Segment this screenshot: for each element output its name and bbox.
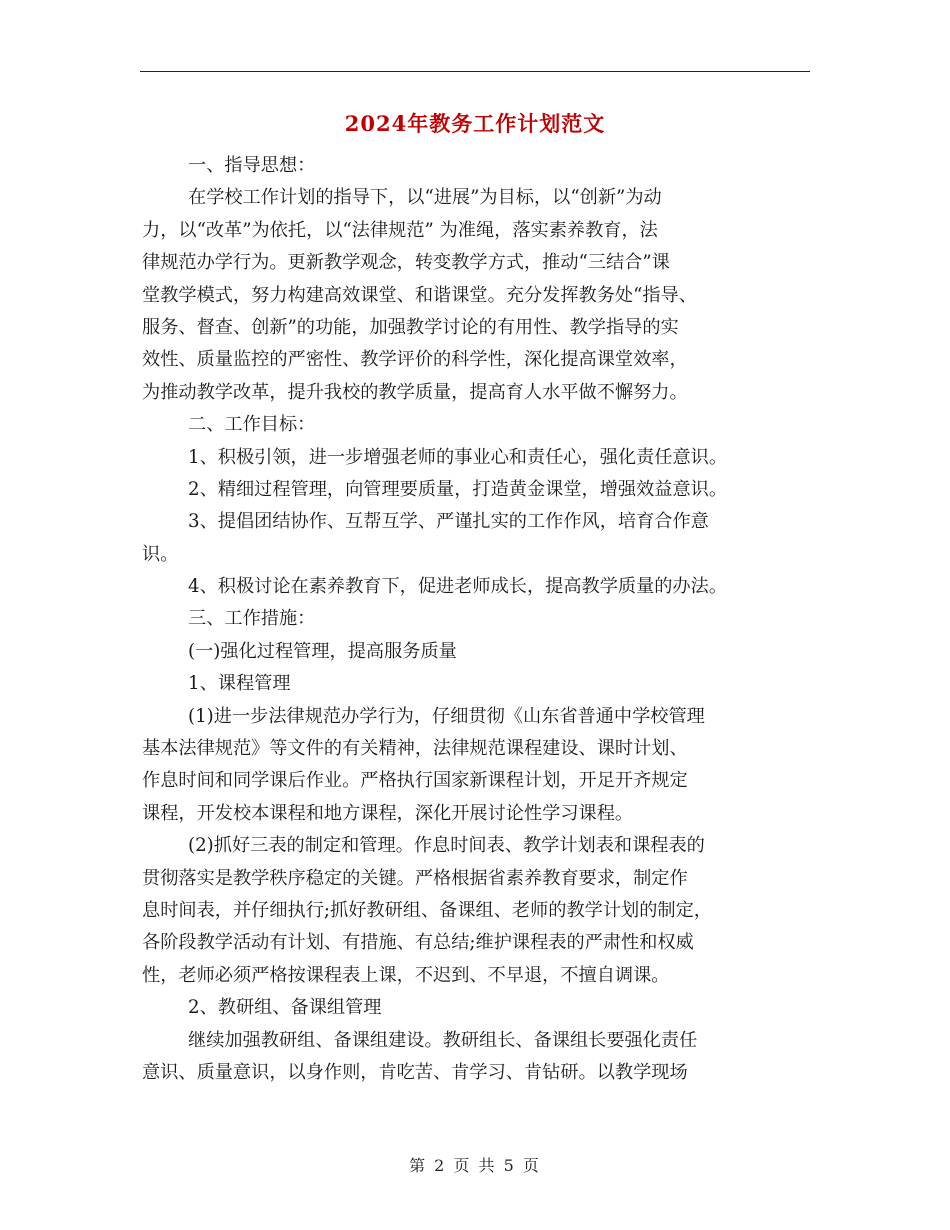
text-line: 1、积极引领，进一步增强老师的事业心和责任心，强化责任意识。 bbox=[188, 446, 728, 468]
text-line: 各阶段教学活动有计划、有措施、有总结;维护课程表的严肃性和权威 bbox=[142, 932, 694, 954]
text-line: (一)强化过程管理，提高服务质量 bbox=[188, 640, 457, 662]
text-line: 息时间表，并仔细执行;抓好教研组、备课组、老师的教学计划的制定， bbox=[142, 899, 712, 921]
document-title: 2024年教务工作计划范文 bbox=[344, 111, 606, 136]
text-line: 贯彻落实是教学秩序稳定的关键。严格根据省素养教育要求，制定作 bbox=[142, 867, 688, 889]
document-body bbox=[142, 150, 832, 1089]
text-line: 堂教学模式，努力构建高效课堂、和谐课堂。充分发挥教务处“指导、 bbox=[142, 284, 697, 306]
text-line: (2)抓好三表的制定和管理。作息时间表、教学计划表和课程表的 bbox=[188, 835, 705, 857]
text-line: 力，以“改革”为依托，以“法律规范” 为准绳，落实素养教育，法 bbox=[142, 219, 658, 241]
text-line: 三、工作措施： bbox=[188, 608, 316, 630]
text-line: 2、教研组、备课组管理 bbox=[188, 997, 382, 1019]
text-line: 作息时间和同学课后作业。严格执行国家新课程计划，开足开齐规定 bbox=[142, 770, 688, 792]
text-line: 继续加强教研组、备课组建设。教研组长、备课组长要强化责任 bbox=[188, 1029, 698, 1051]
top-rule bbox=[140, 71, 810, 72]
text-line: 识。 bbox=[142, 543, 179, 565]
text-line: 在学校工作计划的指导下，以“进展”为目标，以“创新”为动 bbox=[188, 187, 662, 209]
text-line: (1)进一步法律规范办学行为，仔细贯彻《山东省普通中学校管理 bbox=[188, 705, 705, 727]
text-line: 2、精细过程管理，向管理要质量，打造黄金课堂，增强效益意识。 bbox=[188, 478, 728, 500]
text-line: 基本法律规范》等文件的有关精神，法律规范课程建设、课时计划、 bbox=[142, 738, 688, 760]
text-line: 为推动教学改革，提升我校的教学质量，提高育人水平做不懈努力。 bbox=[142, 381, 688, 403]
text-line: 意识、质量意识，以身作则，肯吃苦、肯学习、肯钻研。以教学现场 bbox=[142, 1061, 688, 1083]
text-line: 3、提倡团结协作、互帮互学、严谨扎实的工作作风，培育合作意 bbox=[188, 511, 709, 533]
text-line: 律规范办学行为。更新教学观念，转变教学方式，推动“三结合”课 bbox=[142, 252, 670, 274]
text-line: 一、指导思想： bbox=[188, 155, 316, 176]
text-line: 服务、督查、创新”的功能，加强教学讨论的有用性、教学指导的实 bbox=[142, 316, 679, 338]
text-line: 性，老师必须严格按课程表上课，不迟到、不早退，不擅自调课。 bbox=[142, 964, 670, 986]
text-line: 二、工作目标： bbox=[188, 414, 316, 436]
text-line: 4、积极讨论在素养教育下，促进老师成长，提高教学质量的办法。 bbox=[188, 576, 728, 598]
text-line: 效性、质量监控的严密性、教学评价的科学性，深化提高课堂效率， bbox=[142, 349, 688, 371]
text-line: 1、课程管理 bbox=[188, 673, 291, 695]
page-footer: 第 2 页 共 5 页 bbox=[409, 1156, 541, 1175]
text-line: 课程，开发校本课程和地方课程，深化开展讨论性学习课程。 bbox=[142, 802, 634, 824]
